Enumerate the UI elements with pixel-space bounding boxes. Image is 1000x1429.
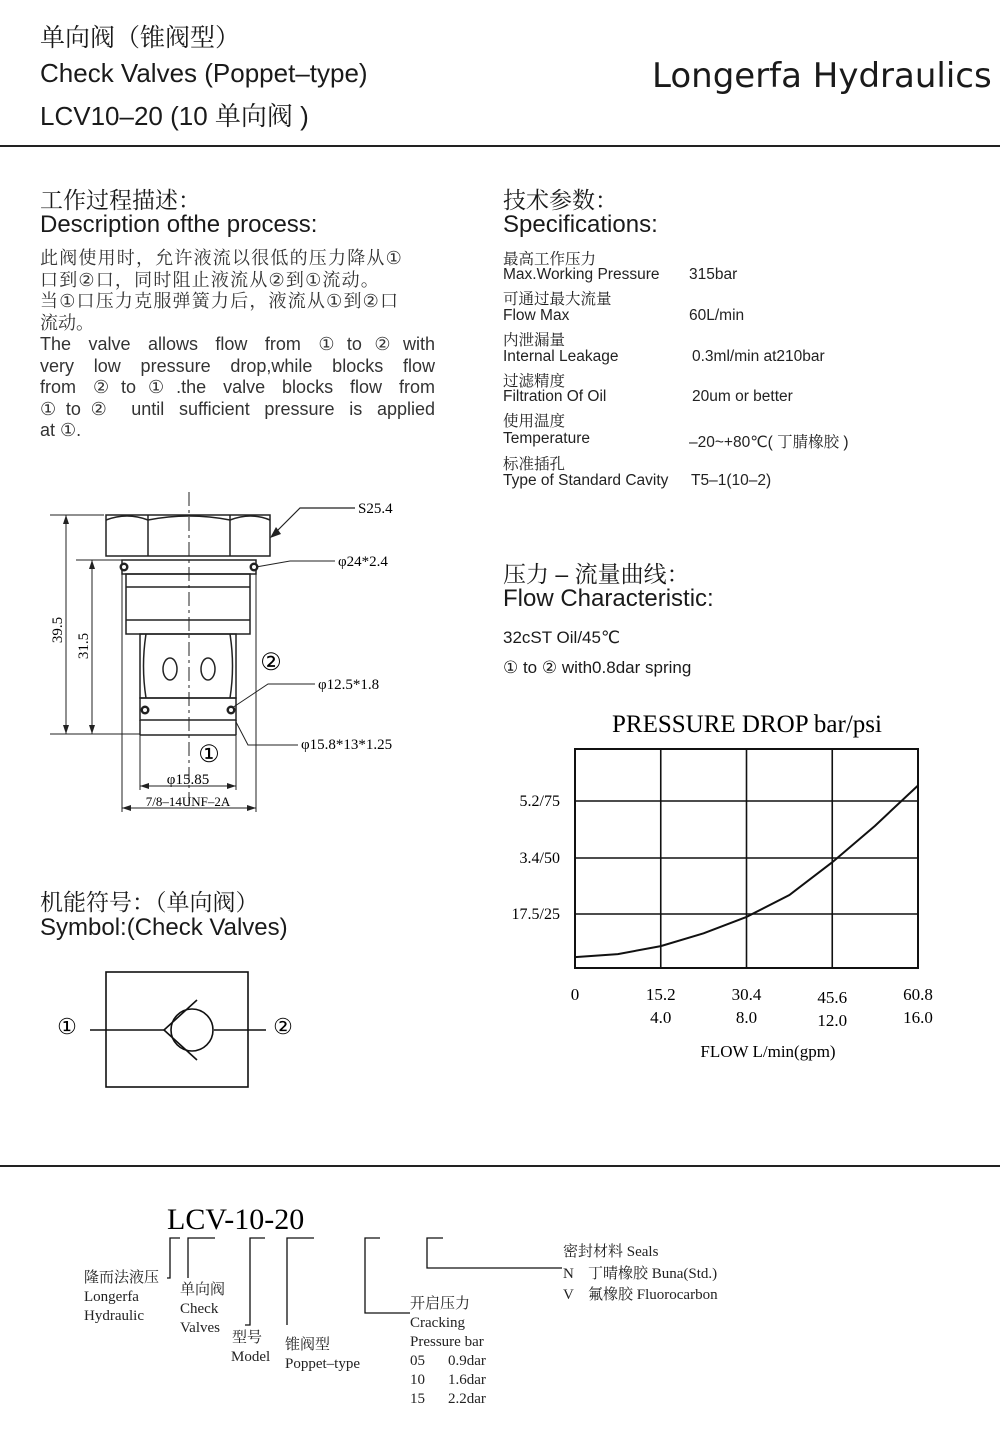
description-line: 流动。 [40,312,94,333]
spec-value: –20~+80℃( 丁腈橡胶 ) [689,434,849,451]
spec-label-en: Type of Standard Cavity [503,472,669,489]
flow-heading-cn: 压力 – 流量曲线： [503,561,690,587]
description-line: 口到②口，同时阻止液流从②到①流动。 [40,269,381,290]
description-heading-en: Description ofthe process: [40,211,318,238]
cracking-code: 05 [410,1353,425,1369]
spec-label-en: Temperature [503,430,591,447]
seal-code: N [563,1266,574,1282]
model-cn: 型号 [232,1330,263,1346]
cracking-code: 10 [410,1372,425,1388]
ordering-code: LCV-10-20 [167,1203,305,1236]
valve-cross-section-drawing [0,480,480,840]
hex-size-label: S25.4 [358,501,393,517]
symbol-port-1: ① [57,1014,77,1040]
oring-top-label: φ24*2.4 [338,554,388,570]
spec-value: 315bar [689,266,738,283]
x-tick-label-gpm: 12.0 [817,1011,848,1030]
spec-label-cn: 可通过最大流量 [503,291,612,308]
specs-heading-cn: 技术参数： [503,187,618,213]
brand-name: Longerfa Hydraulics [652,56,992,96]
oring-mid-label: φ12.5*1.8 [318,677,380,693]
model-en: Model [231,1349,271,1365]
company-en-2: Hydraulic [84,1308,144,1324]
description-heading-cn: 工作过程描述： [40,187,201,213]
cracking-value: 1.6dar [448,1372,486,1388]
description-text [40,248,435,442]
y-tick-label: 3.4/50 [519,850,560,867]
x-tick-label: 30.4 [731,985,762,1004]
x-tick-label-gpm: 8.0 [735,1008,758,1027]
chart-grid [575,749,918,968]
check-en-2: Valves [180,1320,220,1336]
spec-value: 20um or better [692,388,793,405]
x-tick-label: 60.8 [903,985,933,1004]
check-valve-symbol [40,960,320,1100]
symbol-heading-en: Symbol:(Check Valves) [40,914,288,941]
cracking-en-2: Pressure bar [410,1334,484,1350]
company-en-1: Longerfa [84,1289,139,1305]
x-tick-label-gpm: 16.0 [903,1008,933,1027]
spring-note: ① to ② with0.8dar spring [503,658,692,677]
description-line: very low pressure drop,while blocks flow [40,355,435,376]
dim-diameter-label: φ15.85 [166,772,210,788]
chart-x-axis-label: FLOW L/min(gpm) [700,1042,836,1061]
model-line: LCV10–20 (10 单向阀 ) [40,101,309,131]
seal-code: V [563,1287,574,1303]
x-tick-label: 45.6 [817,988,848,1007]
dim-body-label: 31.5 [76,632,92,660]
spec-label-cn: 内泄漏量 [503,332,566,349]
description-line: from ②to①.the valve blocks flow from [40,377,435,397]
header-divider [0,145,1000,147]
cracking-en-1: Cracking [410,1315,465,1331]
spec-label-cn: 标准插孔 [503,456,566,473]
cracking-value: 2.2dar [448,1391,486,1407]
cracking-code: 15 [410,1391,425,1407]
description-line: at ①. [40,420,82,440]
seals-title: 密封材料 Seals [563,1244,659,1260]
spec-value: T5–1(10–2) [691,472,772,489]
spec-label-cn: 最高工作压力 [503,251,597,268]
chart-title: PRESSURE DROP bar/psi [612,711,882,738]
x-tick-label: 15.2 [645,985,676,1004]
company-cn: 隆而法液压 [84,1270,160,1286]
spec-label-en: Internal Leakage [503,348,619,365]
ordering-divider [0,1165,1000,1167]
x-tick-label: 0 [570,985,580,1004]
thread-label: 7/8–14UNF–2A [145,794,231,809]
title-en: Check Valves (Poppet–type) [40,58,368,88]
spec-label-cn: 使用温度 [503,413,566,430]
port-2-marker: ② [260,650,282,676]
description-line: 此阀使用时，允许液流以很低的压力降从① [40,248,403,268]
dim-total-label: 39.5 [50,616,66,644]
spec-label-en: Flow Max [503,307,570,324]
pressure-flow-chart [490,700,970,1070]
specs-heading-en: Specifications: [503,211,658,238]
cracking-cn: 开启压力 [410,1296,471,1312]
description-line: 当①口压力克服弹簧力后，液流从①到②口 [40,291,400,311]
seal-value: 氟橡胶 Fluorocarbon [588,1287,718,1303]
description-line: The valve allows flow from ①to②with [40,334,435,354]
poppet-en: Poppet–type [285,1356,360,1372]
x-tick-label-gpm: 4.0 [650,1008,672,1027]
spec-label-en: Filtration Of Oil [503,388,607,405]
oring-low-label: φ15.8*13*1.25 [301,737,393,753]
symbol-port-2: ② [273,1014,293,1040]
spec-label-en: Max.Working Pressure [503,266,660,283]
check-en-1: Check [180,1301,219,1317]
check-cn: 单向阀 [180,1282,226,1298]
description-line: ①to② until sufficient pressure is applied [40,398,435,419]
flow-heading-en: Flow Characteristic: [503,585,714,612]
y-tick-label: 17.5/25 [511,906,560,923]
poppet-cn: 锥阀型 [285,1337,331,1353]
port-1-marker: ① [198,742,220,768]
title-cn: 单向阀（锥阀型） [40,24,241,52]
spec-value: 0.3ml/min at210bar [692,348,825,365]
spec-label-cn: 过滤精度 [503,373,566,390]
cracking-value: 0.9dar [448,1353,486,1369]
oil-condition: 32cST Oil/45℃ [503,628,621,647]
seal-value: 丁晴橡胶 Buna(Std.) [588,1266,718,1282]
symbol-heading-cn: 机能符号：（单向阀） [40,889,259,915]
y-tick-label: 5.2/75 [519,793,560,810]
spec-value: 60L/min [689,307,745,324]
ordering-code-diagram [0,1180,1000,1425]
